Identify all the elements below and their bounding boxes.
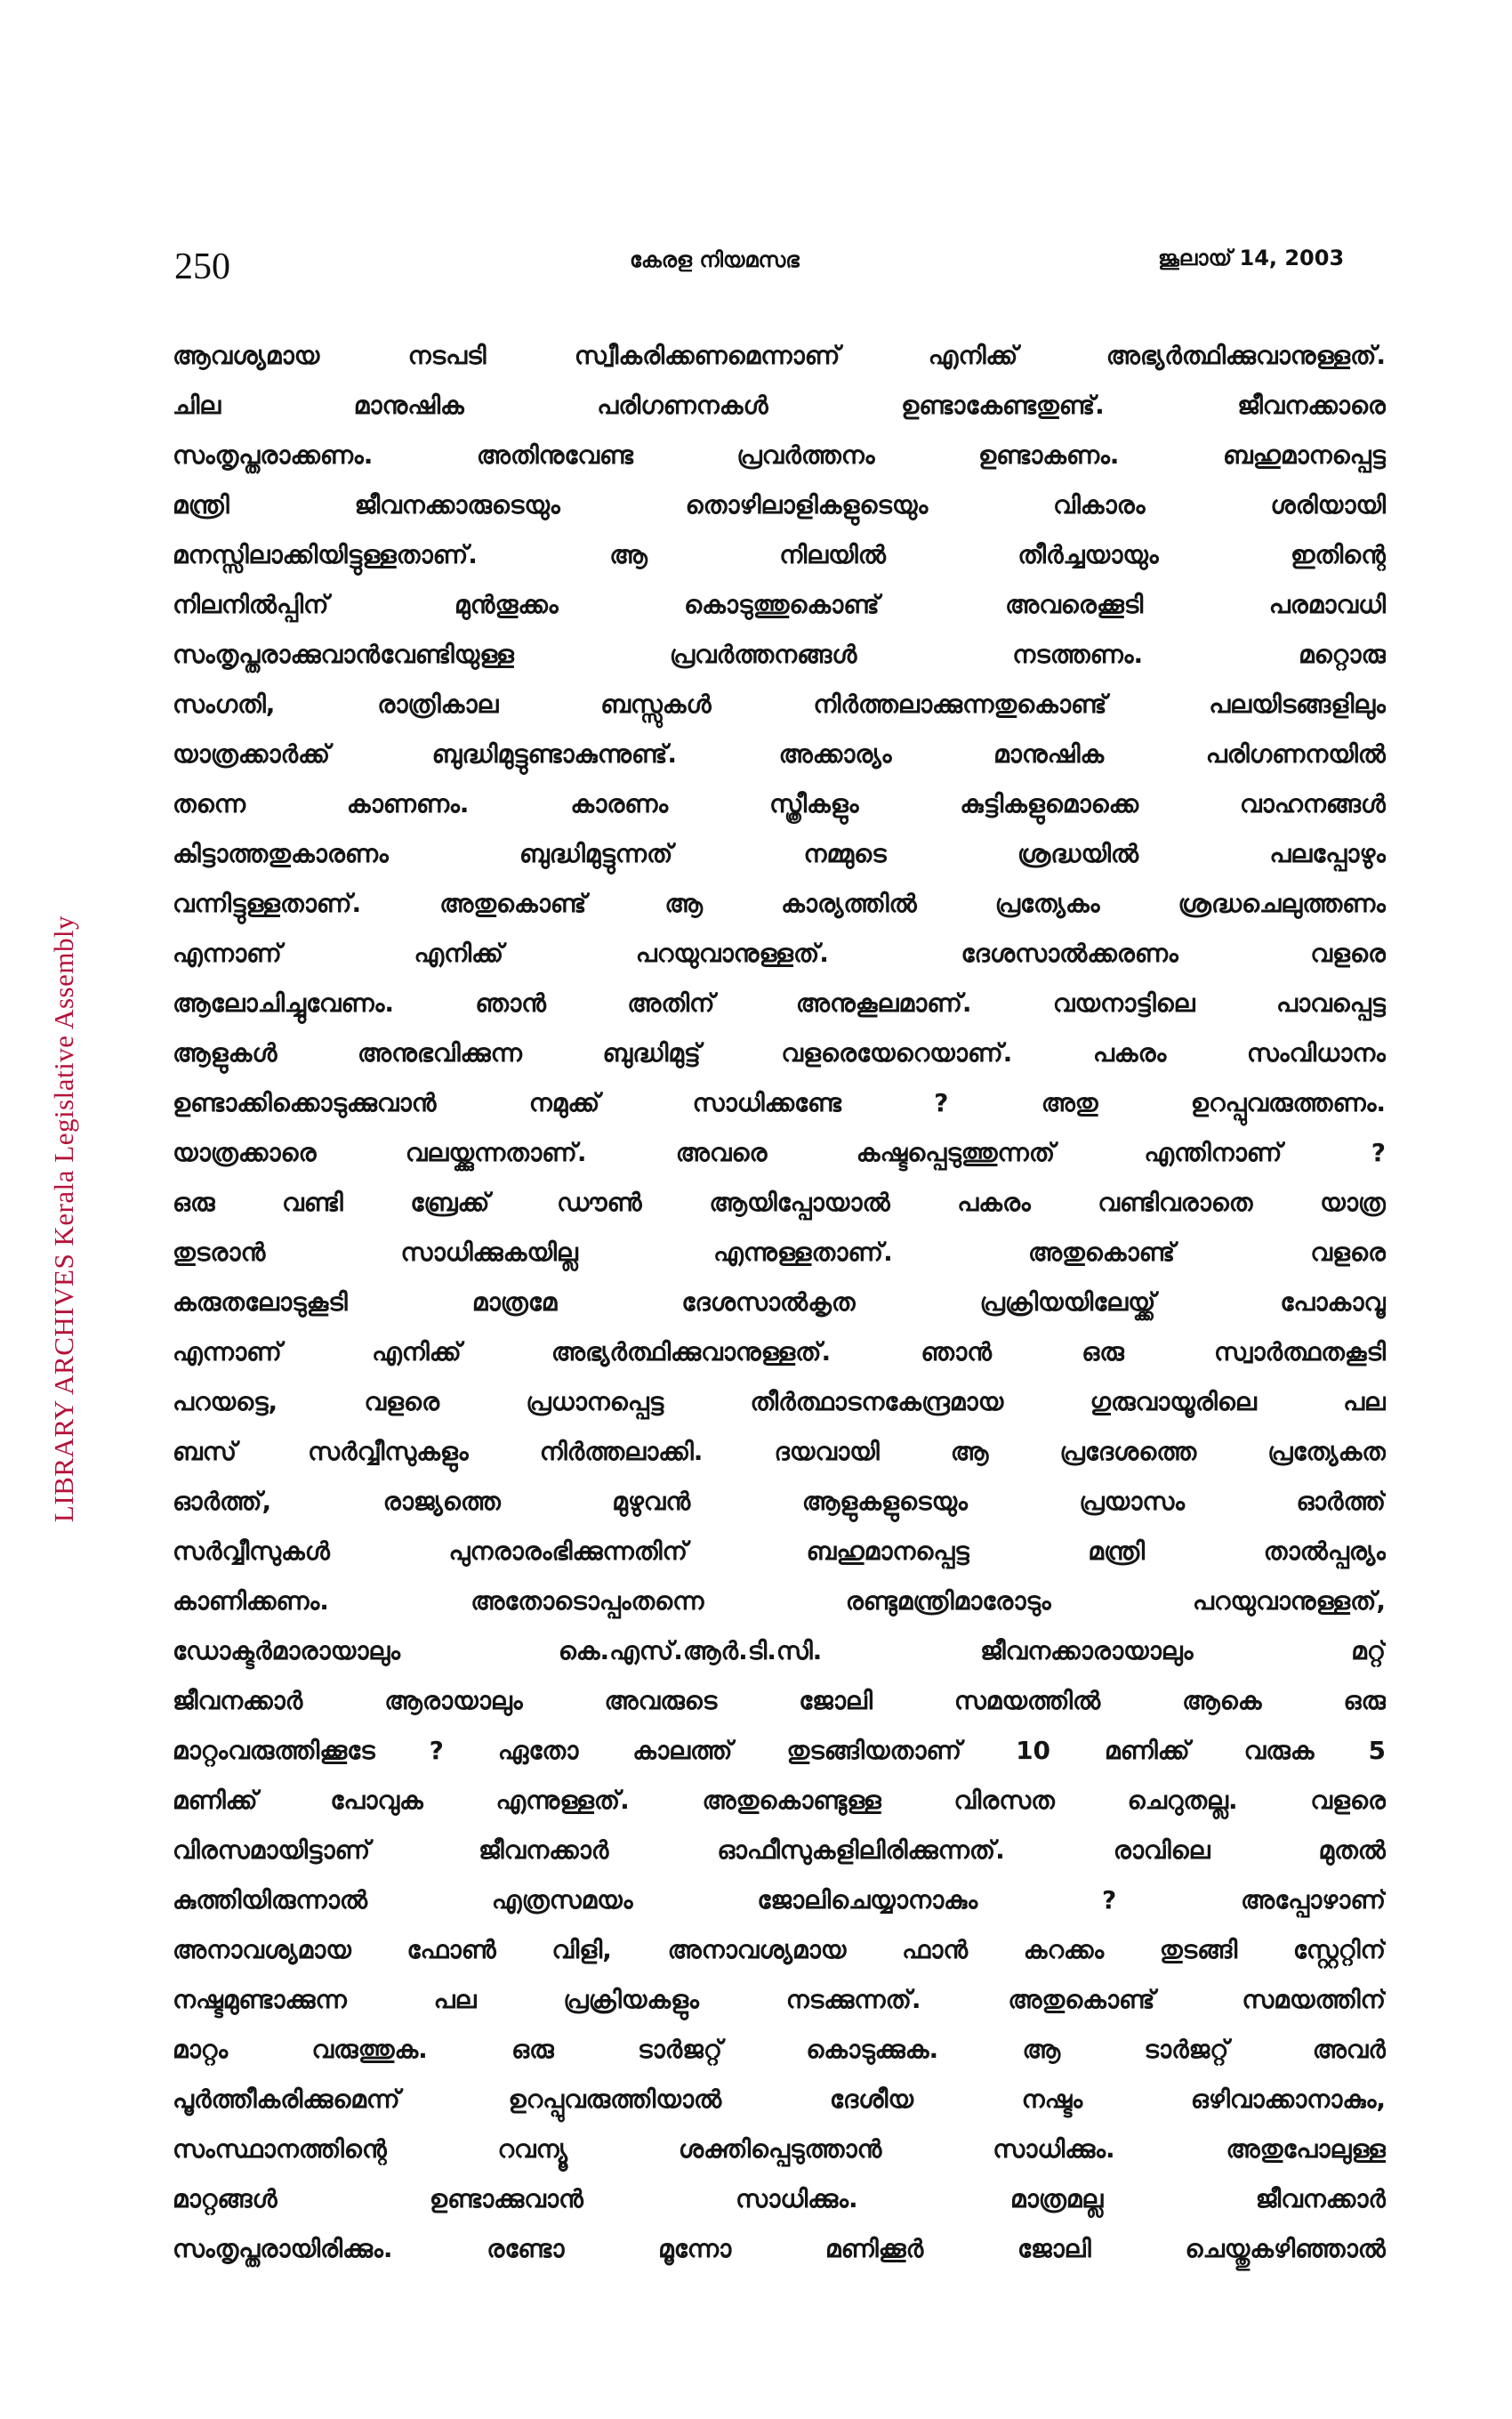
- text-line: മനസ്സിലാക്കിയിട്ടുള്ളതാണ്. ആ നിലയിൽ തീർച്ചയായും ഇതിന്റെ: [173, 540, 1386, 569]
- text-line: സർവ്വീസുകൾ പുനരാരംഭിക്കുന്നതിന് ബഹുമാനപ്പെട്ട മന്ത്രി താൽപ്പര്യം: [173, 1536, 1386, 1566]
- archive-watermark: [46, 854, 82, 1584]
- text-line: എന്നാണ് എനിക്ക് പറയുവാനുള്ളത്. ദേശസാൽക്കരണം വളരെ: [173, 939, 1386, 968]
- text-line: വന്നിട്ടുള്ളതാണ്. അതുകൊണ്ട് ആ കാര്യത്തിൽ പ്രത്യേകം ശ്രദ്ധചെലുത്തണം: [173, 889, 1386, 918]
- text-line: ആലോചിച്ചുവേണം. ഞാൻ അതിന് അനുകൂലമാണ്. വയനാട്ടിലെ പാവപ്പെട്ട: [173, 988, 1386, 1018]
- body-paragraph: [173, 331, 1386, 2274]
- text-line: കാണിക്കണം. അതോടൊപ്പംതന്നെ രണ്ടുമന്ത്രിമാരോടും പറയുവാനുള്ളത്,: [173, 1586, 1386, 1616]
- text-line: മാറ്റങ്ങൾ ഉണ്ടാക്കുവാൻ സാധിക്കും. മാത്രമല്ല ജീവനക്കാർ: [173, 2184, 1386, 2213]
- text-line: പൂർത്തീകരിക്കുമെന്ന് ഉറപ്പുവരുത്തിയാൽ ദേശീയ നഷ്ടം ഒഴിവാക്കാനാകും,: [173, 2084, 1386, 2114]
- text-line: മന്ത്രി ജീവനക്കാരുടെയും തൊഴിലാളികളുടെയും വികാരം ശരിയായി: [173, 490, 1386, 520]
- page-number: 250: [174, 246, 230, 287]
- text-line: വിരസമായിട്ടാണ് ജീവനക്കാർ ഓഫീസുകളിലിരിക്കുന്നത്. രാവിലെ മുതൽ: [173, 1835, 1386, 1865]
- text-line: നിലനിൽപ്പിന് മുൻതൂക്കം കൊടുത്തുകൊണ്ട് അവരെക്കൂടി പരമാവധി: [173, 590, 1386, 619]
- text-line: സംതൃപ്തരായിരിക്കും. രണ്ടോ മൂന്നോ മണിക്കൂർ ജോലി ചെയ്തുകഴിഞ്ഞാൽ: [173, 2234, 1386, 2263]
- text-line: സംസ്ഥാനത്തിന്റെ റവന്യൂ ശക്തിപ്പെടുത്താൻ സാധിക്കും. അതുപോലുള്ള: [173, 2134, 1386, 2164]
- text-line: യാത്രക്കാരെ വലയ്ക്കുന്നതാണ്. അവരെ കഷ്ടപ്പെടുത്തുന്നത് എന്തിനാണ് ?: [173, 1138, 1386, 1167]
- text-line: ആളുകൾ അനുഭവിക്കുന്ന ബുദ്ധിമുട്ട് വളരെയേറെയാണ്. പകരം സംവിധാനം: [173, 1038, 1386, 1068]
- text-line: സംതൃപ്തരാക്കുവാൻവേണ്ടിയുള്ള പ്രവർത്തനങ്ങൾ നടത്തണം. മറ്റൊരു: [173, 640, 1386, 669]
- text-line: തുടരാൻ സാധിക്കുകയില്ല എന്നുള്ളതാണ്. അതുകൊണ്ട് വളരെ: [173, 1238, 1386, 1267]
- text-line: എന്നാണ് എനിക്ക് അഭ്യർത്ഥിക്കുവാനുള്ളത്. ഞാൻ ഒരു സ്വാർത്ഥതകൂടി: [173, 1337, 1386, 1367]
- text-line: അനാവശ്യമായ ഫോൺ വിളി, അനാവശ്യമായ ഫാൻ കറക്കം തുടങ്ങി സ്റ്റേറ്റിന്: [173, 1935, 1386, 1964]
- text-line: ബസ് സർവ്വീസുകളും നിർത്തലാക്കി. ദയവായി ആ പ്രദേശത്തെ പ്രത്യേകത: [173, 1437, 1386, 1466]
- text-line: നഷ്ടമുണ്ടാക്കുന്ന പല പ്രക്രിയകളും നടക്കുന്നത്. അതുകൊണ്ട് സമയത്തിന്: [173, 1985, 1386, 2014]
- text-line: ആവശ്യമായ നടപടി സ്വീകരിക്കണമെന്നാണ് എനിക്ക് അഭ്യർത്ഥിക്കുവാനുള്ളത്.: [173, 341, 1386, 370]
- text-line: ഒരു വണ്ടി ബ്രേക്ക് ഡൗൺ ആയിപ്പോയാൽ പകരം വണ്ടിവരാതെ യാത്ര: [173, 1188, 1386, 1217]
- text-line: ഓർത്ത്, രാജ്യത്തെ മുഴുവൻ ആളുകളുടെയും പ്രയാസം ഓർത്ത്: [173, 1487, 1386, 1516]
- text-line: കുത്തിയിരുന്നാൽ എത്രസമയം ജോലിചെയ്യാനാകും ? അപ്പോഴാണ്: [173, 1885, 1386, 1915]
- text-line: പറയട്ടെ, വളരെ പ്രധാനപ്പെട്ട തീർത്ഥാടനകേന്ദ്രമായ ഗുരുവായൂരിലെ പല: [173, 1387, 1386, 1416]
- text-line: ചില മാനുഷിക പരിഗണനകൾ ഉണ്ടാകേണ്ടതുണ്ട്. ജീവനക്കാരെ: [173, 391, 1386, 420]
- text-line: സംതൃപ്തരാക്കണം. അതിനുവേണ്ട പ്രവർത്തനം ഉണ്ടാകണം. ബഹുമാനപ്പെട്ട: [173, 440, 1386, 470]
- text-line: മണിക്ക് പോവുക എന്നുള്ളത്. അതുകൊണ്ടുള്ള വിരസത ചെറുതല്ല. വളരെ: [173, 1786, 1386, 1815]
- text-line: ഡോക്ടർമാരായാലും കെ.എസ്.ആർ.ടി.സി. ജീവനക്കാരായാലും മറ്റ്: [173, 1636, 1386, 1665]
- text-line: ജീവനക്കാർ ആരായാലും അവരുടെ ജോലി സമയത്തിൽ ആകെ ഒരു: [173, 1686, 1386, 1715]
- text-line: യാത്രക്കാർക്ക് ബുദ്ധിമുട്ടുണ്ടാകുന്നുണ്ട്. അക്കാര്യം മാനുഷിക പരിഗണനയിൽ: [173, 739, 1386, 769]
- text-line: തന്നെ കാണണം. കാരണം സ്ത്രീകളും കുട്ടികളുമൊക്കെ വാഹനങ്ങൾ: [173, 789, 1386, 818]
- text-line: മാറ്റംവരുത്തിക്കൂടേ ? ഏതോ കാലത്ത് തുടങ്ങിയതാണ് 10 മണിക്ക് വരുക 5: [173, 1736, 1386, 1765]
- text-line: കിട്ടാത്തതുകാരണം ബുദ്ധിമുട്ടുന്നത് നമ്മുടെ ശ്രദ്ധയിൽ പലപ്പോഴും: [173, 839, 1386, 868]
- header-date: ജൂലായ് 14, 2003: [1158, 246, 1345, 270]
- text-line: കരുതലോടുകൂടി മാത്രമേ ദേശസാൽകൃത പ്രക്രിയയിലേയ്ക്ക് പോകാവൂ: [173, 1287, 1386, 1317]
- watermark-text: LIBRARY ARCHIVES Kerala Legislative Assembly: [48, 915, 79, 1523]
- running-header-title: കേരള നിയമസഭ: [630, 247, 800, 272]
- text-line: മാറ്റം വരുത്തുക. ഒരു ടാർജറ്റ് കൊടുക്കുക. ആ ടാർജറ്റ് അവർ: [173, 2035, 1386, 2064]
- text-line: സംഗതി, രാത്രികാല ബസ്സുകൾ നിർത്തലാക്കുന്നതുകൊണ്ട് പലയിടങ്ങളിലും: [173, 689, 1386, 719]
- text-line: ഉണ്ടാക്കിക്കൊടുക്കുവാൻ നമുക്ക് സാധിക്കണ്ടേ ? അതു ഉറപ്പുവരുത്തണം.: [173, 1088, 1386, 1117]
